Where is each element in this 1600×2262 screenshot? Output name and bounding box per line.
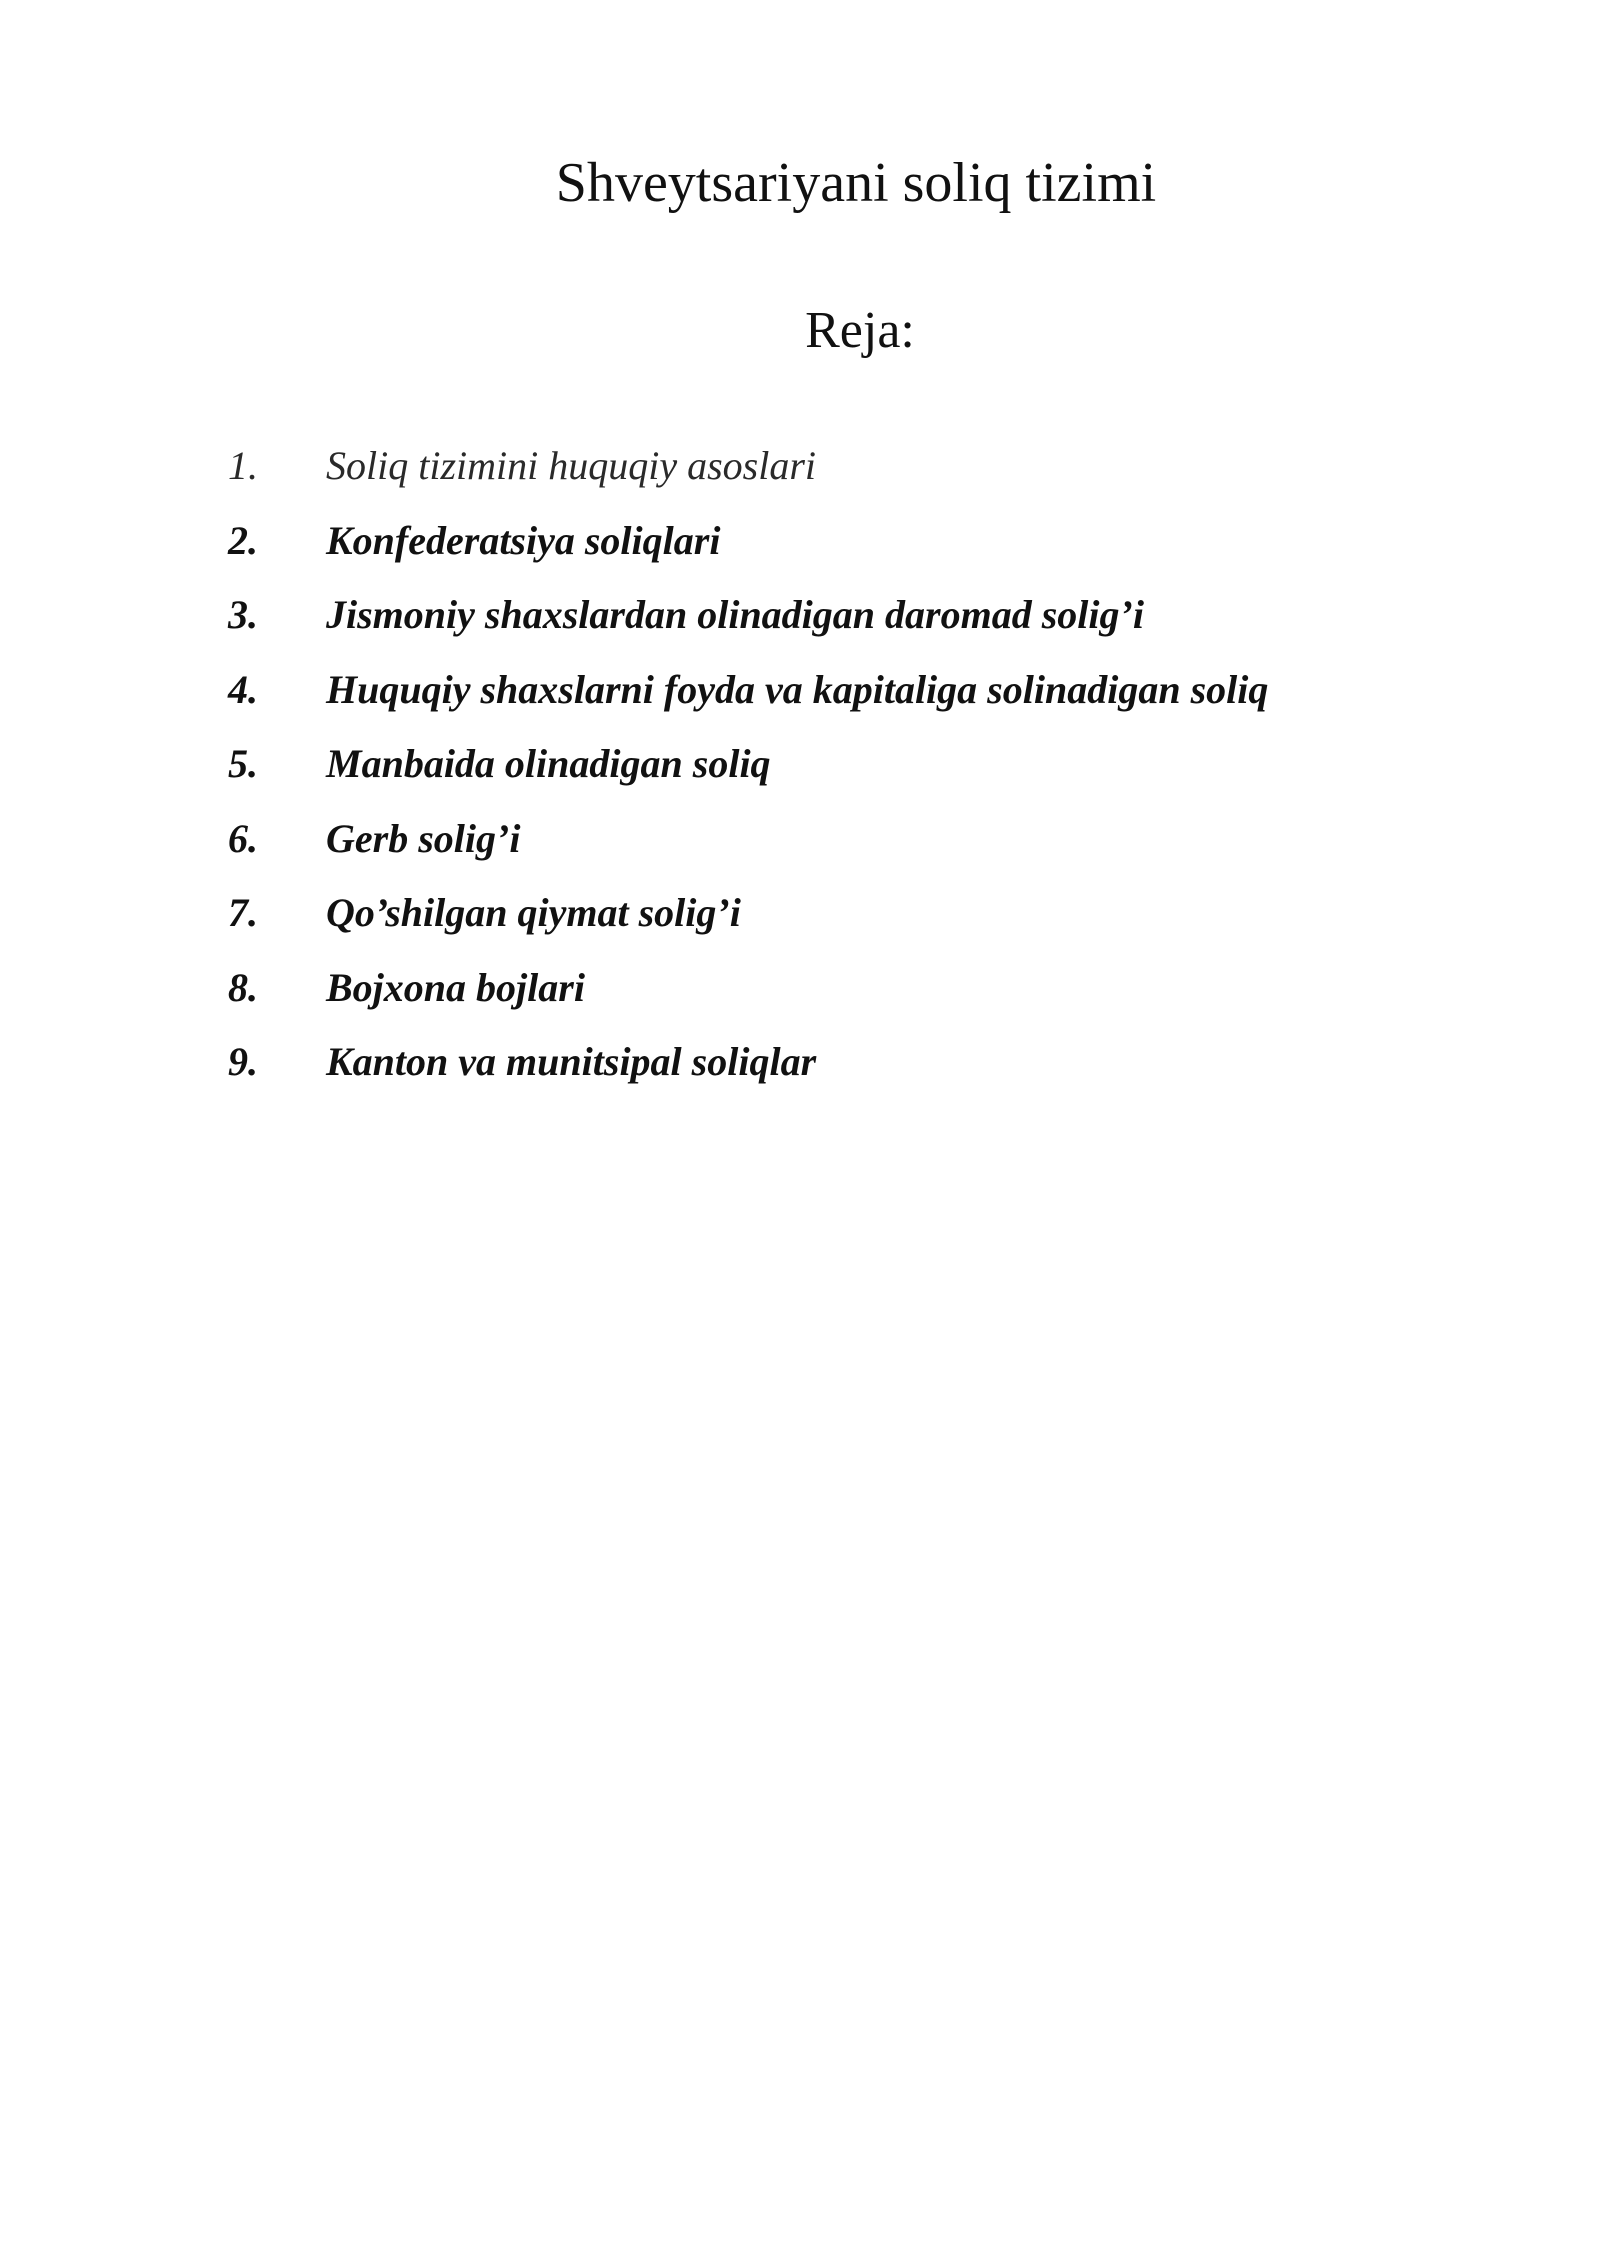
plan-heading: Reja: bbox=[805, 302, 915, 359]
plan-item-text: Huquqiy shaxslarni foyda va kapitaliga solinadigan soliq bbox=[326, 666, 1269, 712]
plan-item-number: 9. bbox=[228, 1039, 258, 1084]
plan-item-2 bbox=[0, 511, 1600, 586]
plan-item-number: 7. bbox=[228, 890, 258, 935]
plan-item-9 bbox=[0, 1032, 1600, 1107]
plan-item-text: Manbaida olinadigan soliq bbox=[326, 741, 771, 786]
plan-item-6 bbox=[0, 809, 1600, 884]
plan-item-number: 3. bbox=[228, 592, 258, 637]
plan-item-number: 5. bbox=[228, 741, 258, 786]
plan-item-5 bbox=[0, 734, 1600, 809]
plan-item-3 bbox=[0, 585, 1600, 660]
plan-item-text: Kanton va munitsipal soliqlar bbox=[326, 1039, 817, 1084]
plan-item-text: Qo’shilgan qiymat solig’i bbox=[326, 890, 741, 935]
plan-item-8 bbox=[0, 958, 1600, 1033]
plan-item-4 bbox=[0, 660, 1600, 735]
plan-item-number: 8. bbox=[228, 964, 258, 1010]
plan-item-text: Bojxona bojlari bbox=[326, 964, 585, 1010]
plan-item-text: Konfederatsiya soliqlari bbox=[326, 517, 721, 563]
plan-item-1 bbox=[0, 436, 1600, 511]
plan-list bbox=[0, 436, 1600, 1107]
plan-item-number: 4. bbox=[228, 666, 258, 712]
plan-item-text: Jismoniy shaxslardan olinadigan daromad solig’i bbox=[326, 592, 1144, 637]
document-title: Shveytsariyani soliq tizimi bbox=[555, 152, 1157, 214]
plan-item-number: 6. bbox=[228, 815, 258, 861]
plan-item-number: 2. bbox=[228, 517, 258, 563]
plan-item-text: Gerb solig’i bbox=[326, 815, 521, 861]
plan-item-7 bbox=[0, 883, 1600, 958]
plan-item-text: Soliq tizimini huquqiy asoslari bbox=[326, 443, 817, 488]
plan-item-number: 1. bbox=[228, 443, 258, 488]
